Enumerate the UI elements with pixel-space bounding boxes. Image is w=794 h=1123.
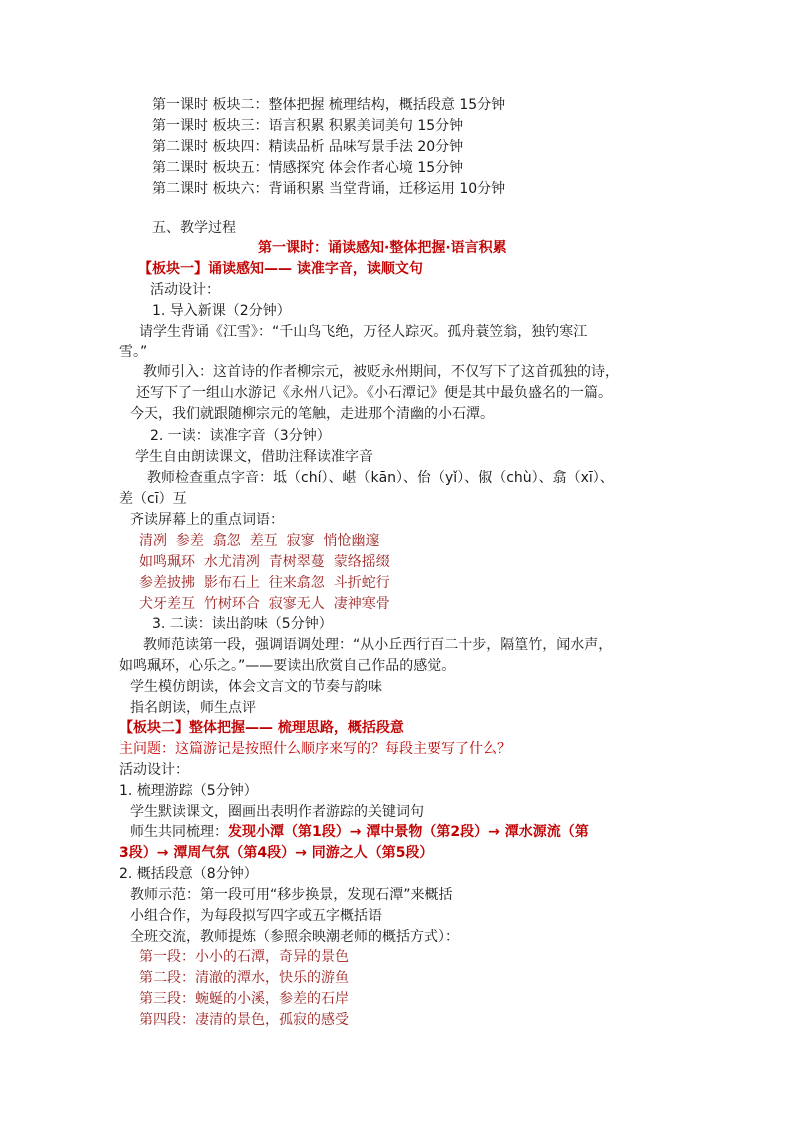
step-title: 1. 导入新课（2分钟） xyxy=(152,303,291,319)
main-question: 主问题：这篇游记是按照什么顺序来写的？每段主要写了什么？ xyxy=(119,741,511,757)
step-title: 3. 二读：读出韵味（5分钟） xyxy=(152,616,333,632)
paragraph-line: 齐读屏幕上的重点词语： xyxy=(130,512,284,528)
paragraph-line: 教师范读第一段，强调语调处理：“从小丘西行百二十步，隔篁竹，闻水声， xyxy=(143,637,613,653)
paragraph-line: 全班交流，教师提炼（参照余映潮老师的概括方式）： xyxy=(130,929,459,945)
activity-label: 活动设计： xyxy=(150,282,220,298)
paragraph-line: 差（cī）互 xyxy=(119,491,187,507)
vocab-row: 参差披拂 影布石上 往来翕忽 斗折蛇行 xyxy=(139,575,390,591)
paragraph-line: 教师示范：第一段可用“移步换景，发现石潭”来概括 xyxy=(130,887,453,903)
vocab-row: 犬牙差互 竹树环合 寂寥无人 凄神寒骨 xyxy=(139,596,390,612)
schedule-item: 第二课时 板块六：背诵积累 当堂背诵，迁移运用 10分钟 xyxy=(152,181,506,197)
schedule-item: 第一课时 板块二：整体把握 梳理结构，概括段意 15分钟 xyxy=(152,97,506,113)
flow-prefix: 师生共同梳理： xyxy=(130,824,228,840)
paragraph-line: 指名朗读，师生点评 xyxy=(130,700,256,716)
paragraph-line: 如鸣珮环，心乐之。”——要读出欣赏自己作品的感觉。 xyxy=(119,658,456,674)
vocab-row: 清冽 参差 翕忽 差互 寂寥 悄怆幽邃 xyxy=(139,533,380,549)
flow-sequence: 发现小潭（第1段）→ 潭中景物（第2段）→ 潭水源流（第 xyxy=(228,824,589,840)
paragraph-line: 学生模仿朗读，体会文言文的节奏与韵味 xyxy=(130,679,382,695)
summary-item: 第二段：清澈的潭水，快乐的游鱼 xyxy=(139,970,349,986)
summary-item: 第一段：小小的石潭，奇异的景色 xyxy=(139,949,349,965)
step-title: 2. 一读：读准字音（3分钟） xyxy=(150,428,331,444)
paragraph-line: 学生默读课文，圈画出表明作者游踪的关键词句 xyxy=(130,804,424,820)
paragraph-line: 教师检查重点字音：坻（chí）、嵁（kān）、佁（yǐ）、俶（chù）、翕（xī）、 xyxy=(147,470,614,486)
flow-line xyxy=(130,822,589,842)
summary-item: 第三段：蜿蜒的小溪，参差的石岸 xyxy=(139,991,349,1007)
paragraph-line: 请学生背诵《江雪》：“千山鸟飞绝，万径人踪灭。孤舟蓑笠翁，独钓寒江 xyxy=(139,324,588,340)
step-title: 2. 概括段意（8分钟） xyxy=(119,866,258,882)
schedule-item: 第一课时 板块三：语言积累 积累美词美句 15分钟 xyxy=(152,118,464,134)
paragraph-line: 雪。” xyxy=(119,344,148,360)
activity-label: 活动设计： xyxy=(119,762,189,778)
summary-item: 第四段：凄清的景色，孤寂的感受 xyxy=(139,1012,349,1028)
section-title: 五、教学过程 xyxy=(152,220,236,236)
step-title: 1. 梳理游踪（5分钟） xyxy=(119,783,258,799)
paragraph-line: 学生自由朗读课文，借助注释读准字音 xyxy=(135,449,373,465)
paragraph-line: 还写下了一组山水游记《永州八记》。《小石潭记》便是其中最负盛名的一篇。 xyxy=(136,385,612,401)
lesson-title: 第一课时：诵读感知·整体把握·语言积累 xyxy=(258,240,507,256)
schedule-item: 第二课时 板块四：精读品析 品味写景手法 20分钟 xyxy=(152,139,464,155)
paragraph-line: 教师引入：这首诗的作者柳宗元，被贬永州期间，不仅写下了这首孤独的诗， xyxy=(143,364,619,380)
vocab-row: 如鸣珮环 水尤清冽 青树翠蔓 蒙络摇缀 xyxy=(139,554,390,570)
block2-heading: 【板块二】整体把握—— 梳理思路，概括段意 xyxy=(119,720,404,736)
flow-sequence: 3段）→ 潭周气氛（第4段）→ 同游之人（第5段） xyxy=(119,845,434,861)
schedule-item: 第二课时 板块五：情感探究 体会作者心境 15分钟 xyxy=(152,160,464,176)
block1-heading: 【板块一】诵读感知—— 读准字音，读顺文句 xyxy=(138,261,423,277)
paragraph-line: 今天，我们就跟随柳宗元的笔触，走进那个清幽的小石潭。 xyxy=(130,406,494,422)
paragraph-line: 小组合作，为每段拟写四字或五字概括语 xyxy=(130,908,382,924)
